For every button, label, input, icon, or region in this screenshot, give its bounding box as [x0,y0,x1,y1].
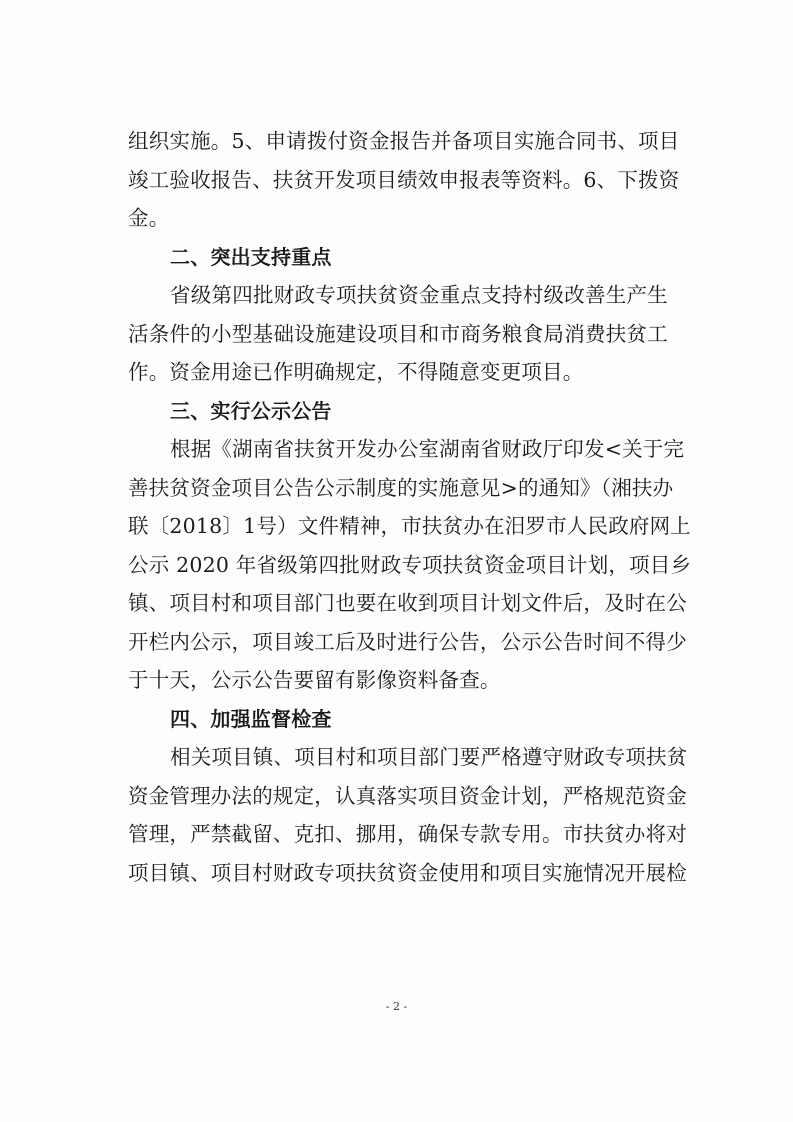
section-heading-4: 四、加强监督检查 [170,706,332,731]
section-heading-2: 二、突出支持重点 [170,244,332,269]
body-text-line: 镇、项目村和项目部门也要在收到项目计划文件后，及时在公 [128,591,687,615]
document-body [128,122,692,892]
body-text-line: 于十天，公示公告要留有影像资料备查。 [128,668,501,692]
body-text-line: 活条件的小型基础设施建设项目和市商务粮食局消费扶贫工 [128,321,668,346]
body-text-line: 竣工验收报告、扶贫开发项目绩效申报表等资料。6、下拨资 [128,167,680,192]
body-text-line: 项目镇、项目村财政专项扶贫资金使用和项目实施情况开展检 [128,860,687,885]
body-text-line: 相关项目镇、项目村和项目部门要严格遵守财政专项扶贫 [170,745,688,769]
body-text-line: 公示 2020 年省级第四批财政专项扶贫资金项目计划，项目乡 [128,552,692,577]
page-number: - 2 - [385,1000,408,1013]
section-heading-3: 三、实行公示公告 [170,398,332,423]
body-text-line: 联〔2018〕1号）文件精神，市扶贫办在汨罗市人民政府网上 [128,514,692,538]
body-text-line: 省级第四批财政专项扶贫资金重点支持村级改善生产生 [170,283,668,307]
body-text-line: 金。 [128,206,170,230]
body-text-line: 作。资金用途已作明确规定，不得随意变更项目。 [128,360,584,384]
body-text-line: 根据《湖南省扶贫开发办公室湖南省财政厅印发<关于完 [170,437,685,461]
body-text-line: 善扶贫资金项目公告公示制度的实施意见>的通知》（湘扶办 [128,475,674,500]
body-text-line: 开栏内公示，项目竣工后及时进行公告，公示公告时间不得少 [128,629,687,654]
body-text-line: 组织实施。5、申请拨付资金报告并备项目实施合同书、项目 [128,129,680,153]
body-text-line: 管理，严禁截留、克扣、挪用，确保专款专用。市扶贫办将对 [128,822,687,846]
body-text-line: 资金管理办法的规定，认真落实项目资金计划，严格规范资金 [128,783,687,808]
